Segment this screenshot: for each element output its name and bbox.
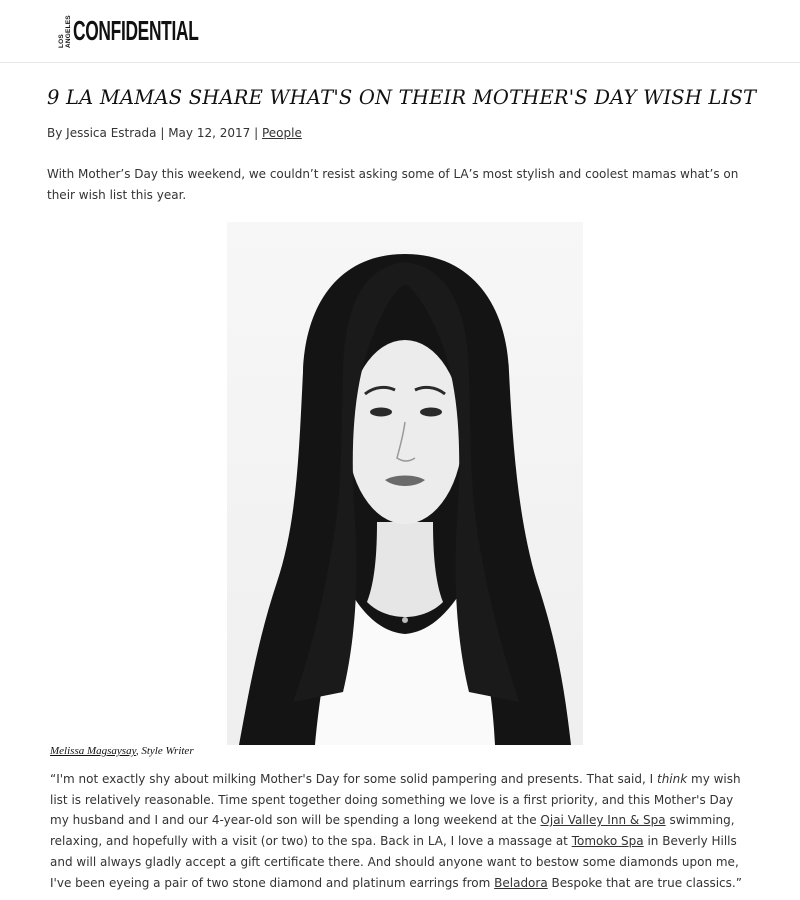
quote-text: my wish list is relatively reasonable. Time spent together doing something we love is a first priority, and this Mother's Day my husband and I and our 4-year-old son will be spending a long weekend at the xyxy=(50,772,741,828)
logo-wordmark: CONFIDENTIAL xyxy=(73,15,199,46)
author-link[interactable]: Jessica Estrada xyxy=(66,126,157,140)
site-header xyxy=(0,0,800,63)
caption-name[interactable]: Melissa Magsaysay xyxy=(50,745,136,757)
site-logo[interactable] xyxy=(58,14,275,48)
quote-emphasis: think xyxy=(656,772,688,786)
byline xyxy=(47,126,302,140)
article-intro: With Mother’s Day this weekend, we couldn’t resist asking some of LA’s most stylish and coolest mamas what’s on their wish list this year. xyxy=(47,167,739,202)
caption-role: , Style Writer xyxy=(135,745,194,757)
logo-city-label: LOS ANGELES xyxy=(58,15,72,48)
category-link[interactable]: People xyxy=(261,126,302,140)
quote-text: “I'm not exactly shy about milking Mother's Day for some solid pampering and presents. That said, I xyxy=(50,772,657,786)
ojai-valley-link[interactable]: Ojai Valley Inn & Spa xyxy=(540,813,666,828)
portrait-photo xyxy=(227,222,583,745)
quote-text: swimming, relaxing, and hopefully with a visit (or two) to the spa. Back in LA, I love a massage at xyxy=(50,813,735,849)
quote-text: Bespoke that are true classics.” xyxy=(547,875,742,890)
quote-text: in Beverly Hills and will always gladly accept a gift certificate there. And should anyone want to bestow some diamonds upon me, I've been eyeing a pair of two stone diamond and platinum earrings from xyxy=(50,834,739,890)
publish-date: May 12, 2017 xyxy=(168,126,251,140)
byline-separator: | xyxy=(254,126,259,140)
tomoko-spa-link[interactable]: Tomoko Spa xyxy=(571,834,644,849)
beladora-link[interactable]: Beladora xyxy=(494,875,548,890)
portrait-illustration xyxy=(227,222,583,745)
byline-separator: | xyxy=(160,126,165,140)
byline-by: By xyxy=(47,126,63,140)
photo-caption xyxy=(50,745,194,757)
quote-paragraph xyxy=(50,769,750,893)
article-title: 9 LA MAMAS SHARE WHAT'S ON THEIR MOTHER'S DAY WISH LIST xyxy=(47,86,757,109)
